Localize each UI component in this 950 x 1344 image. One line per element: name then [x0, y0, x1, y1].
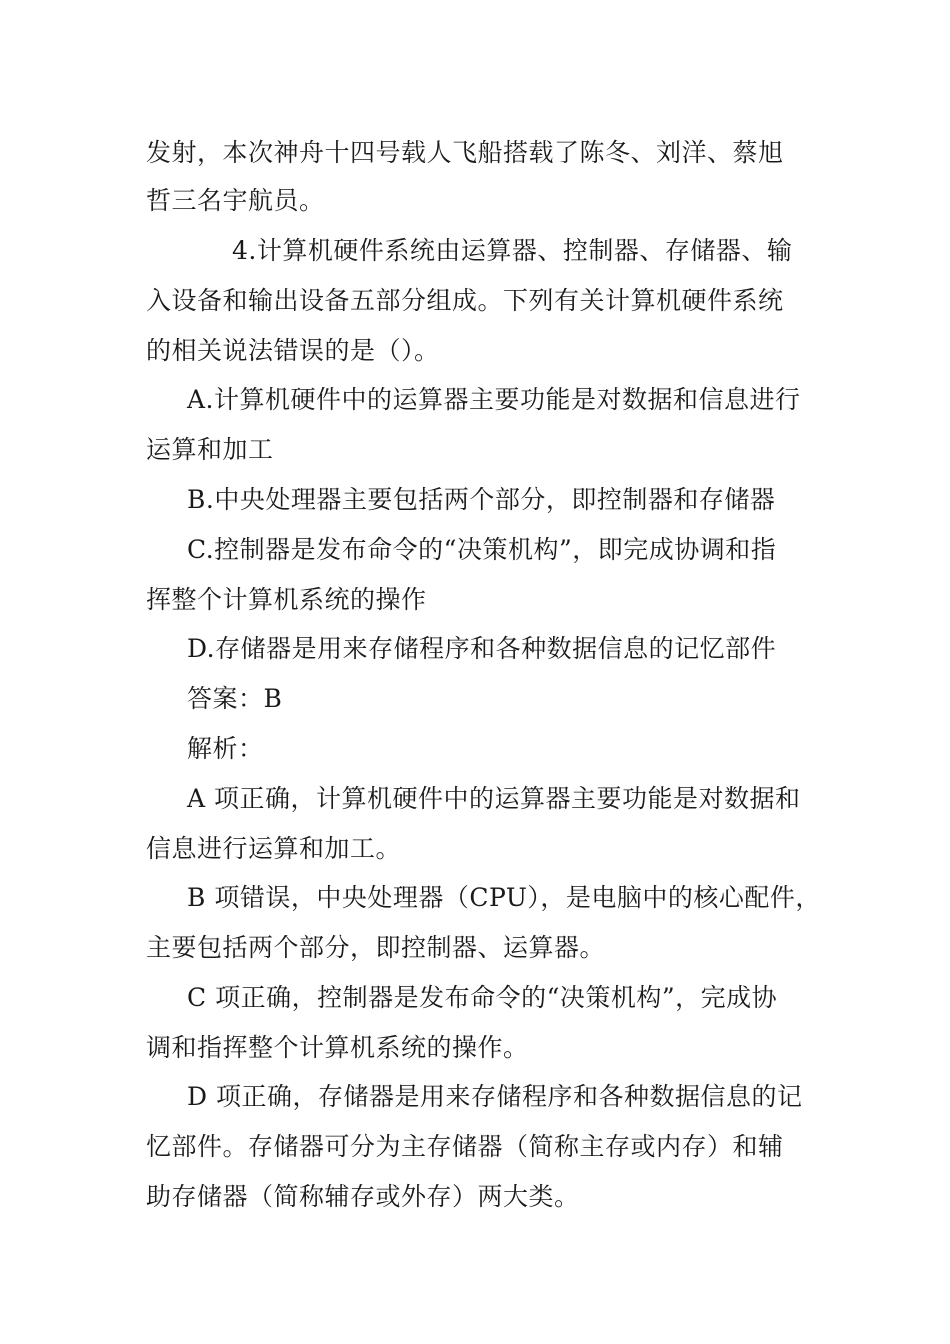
analysis-line: C 项正确，控制器是发布命令的“决策机构”，完成协	[187, 983, 778, 1012]
analysis-line: 调和指挥整个计算机系统的操作。	[146, 1033, 529, 1062]
analysis-line: 信息进行运算和加工。	[146, 834, 402, 863]
analysis-line: A 项正确，计算机硬件中的运算器主要功能是对数据和	[187, 784, 801, 813]
analysis-heading: 解析：	[187, 734, 264, 763]
option-line: D.存储器是用来存储程序和各种数据信息的记忆部件	[187, 634, 777, 663]
option-line: C.控制器是发布命令的“决策机构”，即完成协调和指	[187, 535, 777, 564]
analysis-line: 忆部件。存储器可分为主存储器（简称主存或内存）和辅	[146, 1132, 784, 1161]
analysis-line: B 项错误，中央处理器（CPU），是电脑中的核心配件，	[187, 883, 821, 912]
question-line: 的相关说法错误的是（）。	[146, 336, 440, 365]
question-line: 4.计算机硬件系统由运算器、控制器、存储器、输	[232, 236, 793, 265]
option-line: 运算和加工	[146, 435, 274, 464]
text-line: 哲三名宇航员。	[146, 186, 325, 215]
question-line: 入设备和输出设备五部分组成。下列有关计算机硬件系统	[146, 286, 784, 315]
option-line: A.计算机硬件中的运算器主要功能是对数据和信息进行	[187, 385, 801, 414]
analysis-line: 主要包括两个部分，即控制器、运算器。	[146, 933, 606, 962]
text-line: 发射，本次神舟十四号载人飞船搭载了陈冬、刘洋、蔡旭	[146, 138, 784, 167]
answer-text: 答案：B	[187, 684, 283, 713]
option-line: B.中央处理器主要包括两个部分，即控制器和存储器	[187, 485, 776, 514]
analysis-line: D 项正确，存储器是用来存储程序和各种数据信息的记	[187, 1082, 803, 1111]
analysis-line: 助存储器（简称辅存或外存）两大类。	[146, 1182, 580, 1211]
option-line: 挥整个计算机系统的操作	[146, 585, 427, 614]
